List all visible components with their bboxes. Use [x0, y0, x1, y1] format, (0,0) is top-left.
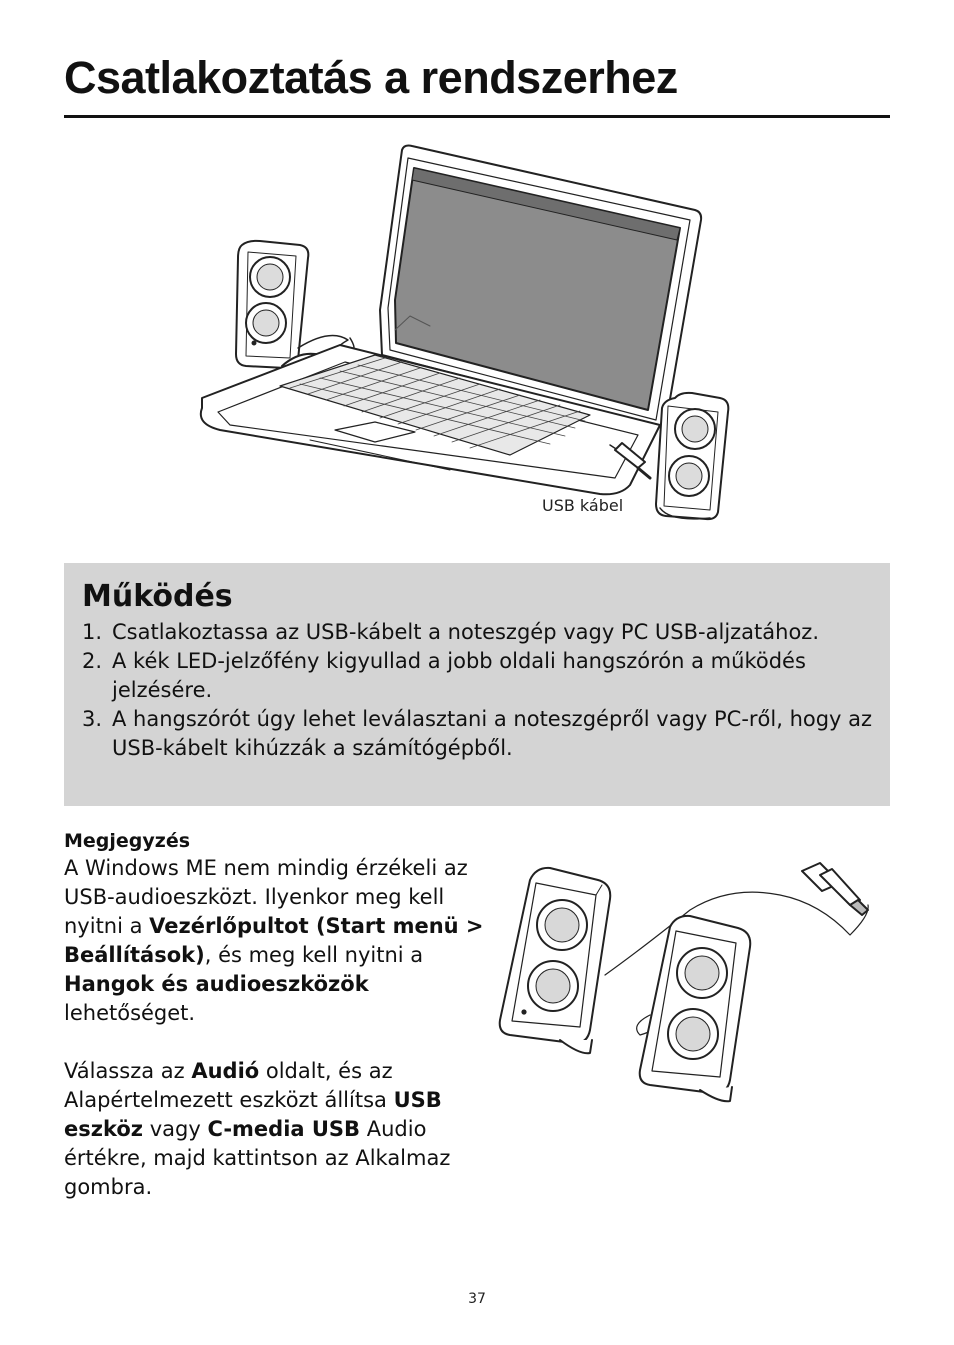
list-item: 3. A hangszórót úgy lehet leválasztani a noteszgépről vagy PC-ről, hogy az USB-kábelt kihúzzák a számítógépből. — [82, 707, 873, 760]
left-speaker — [236, 241, 330, 370]
left-speaker — [500, 868, 611, 1053]
note-paragraph-1: A Windows ME nem mindig érzékeli az USB-audioeszközt. Ilyenkor meg kell nyitni a Vezérlőpultot (Start menü > Beállítások), és meg kell nyitni a Hangok és audioeszközök lehetőséget. — [64, 856, 484, 1025]
title-divider — [64, 115, 890, 118]
usb-cable-label: USB kábel — [542, 496, 624, 515]
usb-plug — [802, 863, 868, 915]
page-title: Csatlakoztatás a rendszerhez — [64, 52, 678, 103]
note-section — [64, 830, 484, 1202]
list-item: 2. A kék LED-jelzőfény kigyullad a jobb oldali hangszórón a működés jelzésére. — [82, 649, 806, 702]
speakers-usb-illustration — [490, 855, 890, 1105]
laptop-speakers-illustration — [190, 140, 740, 530]
right-speaker — [656, 393, 728, 519]
list-item: 1. Csatlakoztassa az USB-kábelt a noteszgép vagy PC USB-aljzatához. — [82, 620, 820, 644]
operation-section — [64, 563, 890, 806]
note-paragraph-2: Válassza az Audió oldalt, és az Alapértelmezett eszközt állítsa USB eszköz vagy C-media USB Audio értékre, majd kattintson az Alkalmaz gombra. — [64, 1059, 451, 1199]
operation-steps — [82, 618, 882, 763]
right-speaker — [640, 916, 751, 1101]
note-title: Megjegyzés — [64, 830, 191, 852]
page-number: 37 — [468, 1291, 486, 1307]
operation-title: Működés — [82, 579, 233, 614]
